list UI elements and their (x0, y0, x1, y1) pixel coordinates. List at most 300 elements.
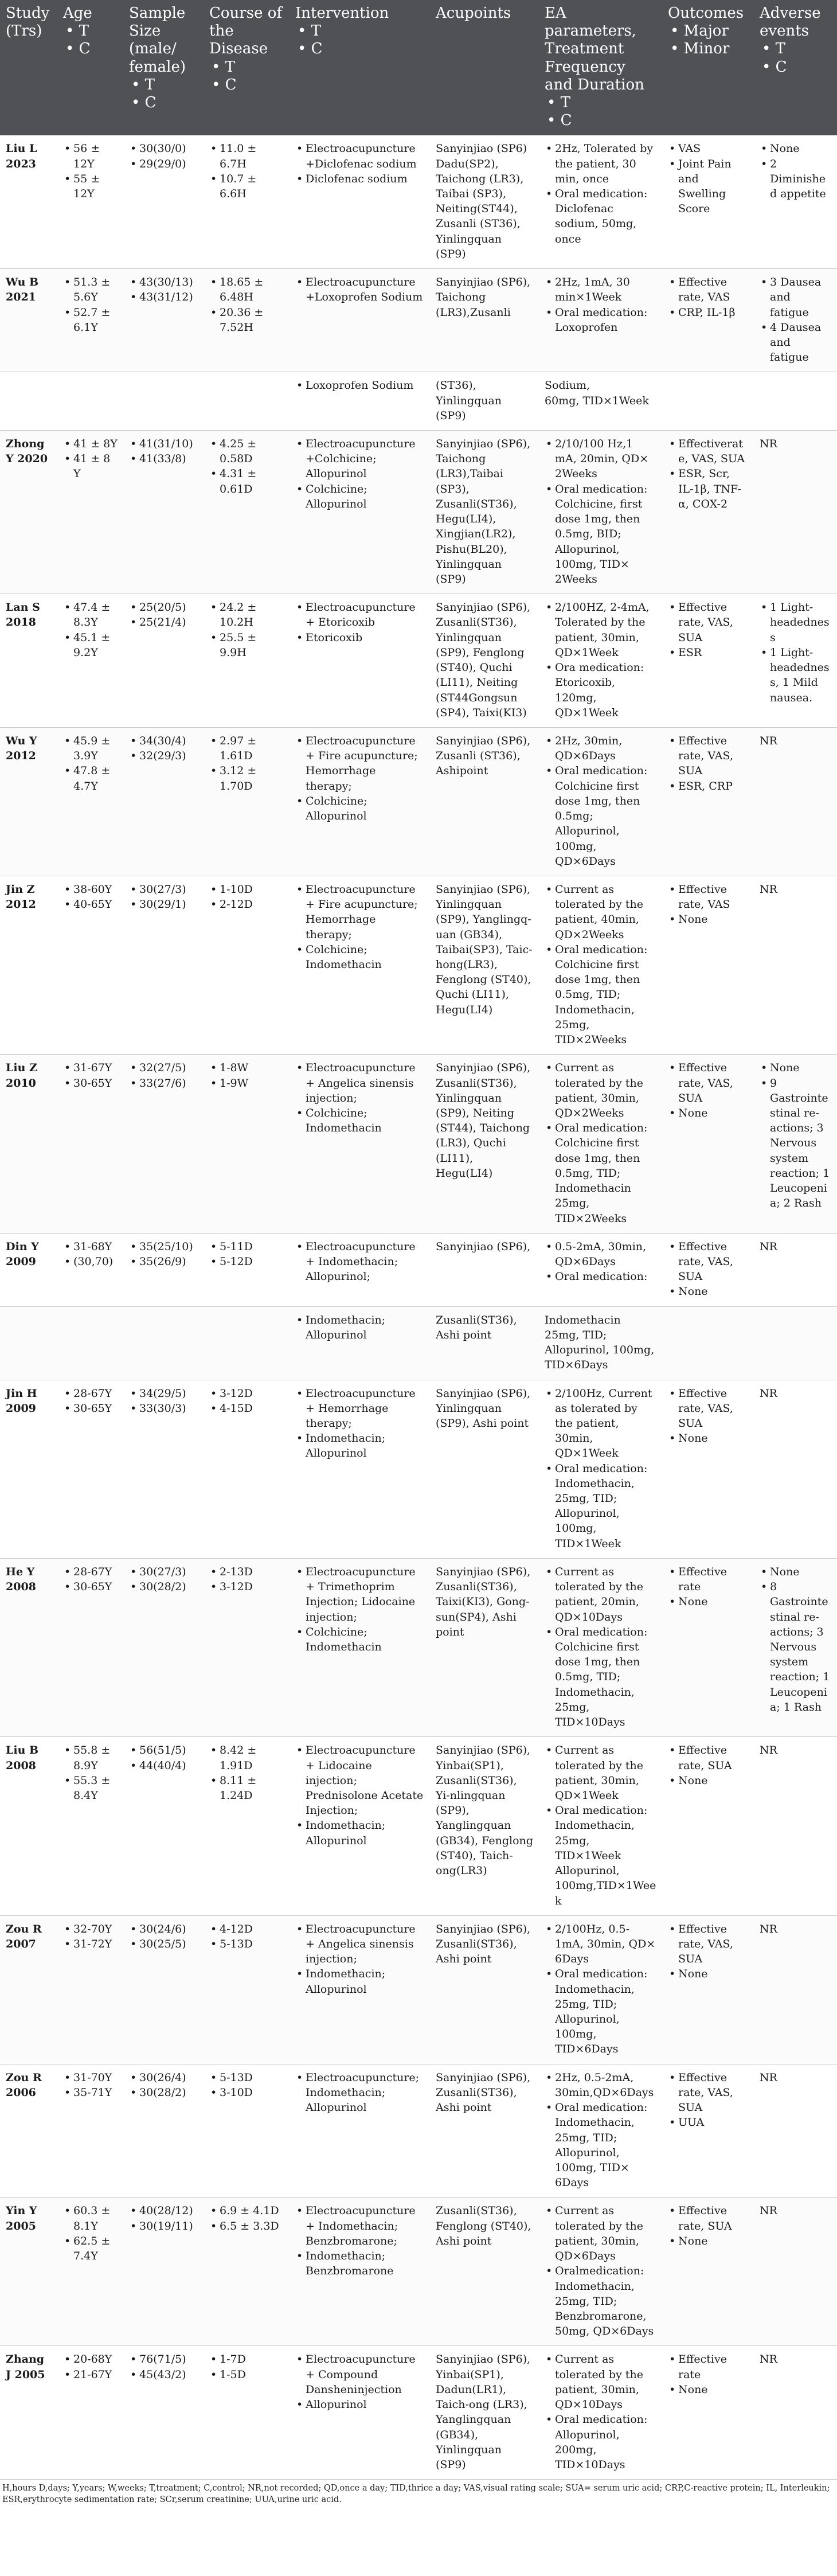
study-cell: Zhong Y 2020 (0, 431, 57, 594)
outcomes-cell-item: • VAS (668, 141, 748, 156)
sample-size-cell (123, 1558, 204, 1736)
sample-size-cell-item: • 76(71/5) (129, 2352, 198, 2367)
adverse-events-cell: NR (754, 2198, 837, 2346)
sample-size-cell-item: • 30(27/3) (129, 882, 198, 897)
course-cell-item: • 3-12D (209, 1386, 284, 1401)
course-cell (204, 2198, 290, 2346)
age-cell-item: • 41 ± 8Y (63, 436, 118, 451)
ea-parameters-cell-item: • Current as tolerated by the patient, 20min, QD×10Days (545, 1564, 656, 1625)
course-cell-item: • 4-15D (209, 1401, 284, 1416)
age-cell-item: • (30,70) (63, 1254, 118, 1269)
sample-size-cell (123, 1915, 204, 2064)
sample-size-cell-item: • 30(25/5) (129, 1937, 198, 1951)
sample-size-cell (123, 1233, 204, 1306)
adverse-events-cell (754, 594, 837, 728)
adverse-events-cell-item: • 9 Gastrointestinal re-actions; 3 Nervous system reaction; 1 Leucopenia; 2 Rash (760, 1076, 831, 1211)
study-cell: Yin Y 2005 (0, 2198, 57, 2346)
age-cell-item: • 38-60Y (63, 882, 118, 897)
course-cell-item: • 3.12 ± 1.70D (209, 763, 284, 793)
sample-size-cell-item: • 45(43/2) (129, 2367, 198, 2382)
acupoints-cell: Zusanli(ST36), Ashi point (430, 1306, 539, 1380)
age-cell-item: • 31-67Y (63, 1060, 118, 1075)
course-cell-item: • 5-11D (209, 1239, 284, 1254)
course-cell (204, 594, 290, 728)
study-cell: Zou R 2007 (0, 1915, 57, 2064)
age-cell (57, 1055, 123, 1233)
sample-size-cell-item: • 43(31/12) (129, 290, 198, 305)
adverse-events-cell: NR (754, 2064, 837, 2198)
outcomes-cell-item: • None (668, 912, 748, 927)
outcomes-cell-item: • Effective rate, VAS, SUA (668, 733, 748, 779)
course-cell-item: • 18.65 ± 6.48H (209, 275, 284, 305)
study-cell: Liu L 2023 (0, 135, 57, 268)
adverse-events-cell-item: • 1 Light-headedness (760, 600, 831, 645)
study-cell: Wu B 2021 (0, 269, 57, 372)
age-cell (57, 2346, 123, 2480)
acupoints-cell: Sanyinjiao (SP6), Zusanli(ST36), Ashi point (430, 1915, 539, 2064)
sample-size-cell-item: • 30(27/3) (129, 1564, 198, 1579)
table-row (0, 1380, 837, 1558)
course-cell (204, 431, 290, 594)
intervention-cell-item: • Colchicine; Allopurinol (295, 482, 424, 512)
ea-parameters-cell-item: • Oralmedication: Indomethacin, 25mg, TID; Benzbromarone, 50mg, QD×6Days (545, 2263, 656, 2339)
sample-size-cell (123, 1737, 204, 1915)
outcomes-cell-item: • None (668, 1594, 748, 1609)
intervention-cell-item: • Electroacupuncture + Hemorrhage therapy; (295, 1386, 424, 1431)
sample-size-cell-item: • 35(26/9) (129, 1254, 198, 1269)
sample-size-cell (123, 372, 204, 431)
age-cell-item: • 31-68Y (63, 1239, 118, 1254)
outcomes-cell-item: • None (668, 1284, 748, 1299)
ea-parameters-cell (539, 269, 662, 372)
sample-size-cell-item: • 30(28/2) (129, 1579, 198, 1594)
ea-parameters-cell-item: • Current as tolerated by the patient, 30min, QD×2Weeks (545, 1060, 656, 1121)
course-cell-item: • 3-12D (209, 1579, 284, 1594)
ea-parameters-cell (539, 1737, 662, 1915)
outcomes-cell-item: • UUA (668, 2115, 748, 2130)
adverse-events-cell-item: • 3 Dausea and fatigue (760, 275, 831, 320)
intervention-cell-item: • Loxoprofen Sodium (295, 378, 424, 393)
course-cell-item: • 10.7 ± 6.6H (209, 171, 284, 201)
intervention-cell-item: • Electroacupuncture; Indomethacin; Allopurinol (295, 2070, 424, 2116)
sample-size-cell-item: • 32(27/5) (129, 1060, 198, 1075)
outcomes-cell (662, 1558, 754, 1736)
intervention-cell-item: • Electroacupuncture + Etoricoxib (295, 600, 424, 630)
ea-parameters-cell-item: • Oral medication: Allopurinol, 200mg, TID×10Days (545, 2412, 656, 2472)
study-cell: Zhang J 2005 (0, 2346, 57, 2480)
age-cell-item: • 51.3 ± 5.6Y (63, 275, 118, 305)
acupoints-cell: Sanyinjiao (SP6), Zusanli(ST36), Yinlingquan (SP9), Fenglong (ST40), Quchi (LI11), Neiting (ST44Gongsun (SP4), Taixi(KI3) (430, 594, 539, 728)
ea-parameters-cell-item: • Oral medication: Colchicine, first dose 1mg, then 0.5mg, BID; Allopurinol, 100mg, TID× 2Weeks (545, 482, 656, 587)
age-cell-item: • 47.4 ± 8.3Y (63, 600, 118, 630)
outcomes-cell-item: • Effective rate, VAS, SUA (668, 1060, 748, 1106)
course-cell (204, 372, 290, 431)
ea-parameters-cell (539, 876, 662, 1054)
ea-parameters-cell-item: • Oral medication: (545, 1269, 656, 1284)
ea-parameters-cell-item: • Oral medication: Diclofenac sodium, 50mg, once (545, 186, 656, 247)
sample-size-cell-item: • 30(29/1) (129, 897, 198, 912)
study-cell: Jin Z 2012 (0, 876, 57, 1054)
age-cell (57, 727, 123, 876)
intervention-cell (290, 1915, 430, 2064)
sample-size-cell-item: • 25(20/5) (129, 600, 198, 615)
acupoints-cell: Sanyinjiao (SP6), Yinbai(SP1), Dadun(LR1), Taich-ong (LR3), Yanglingquan (GB34), Yinlingquan (SP9) (430, 2346, 539, 2480)
intervention-cell-item: • Electroacupuncture + Trimethoprim Injection; Lidocaine injection; (295, 1564, 424, 1625)
age-cell-item: • 60.3 ± 8.1Y (63, 2203, 118, 2233)
sample-size-cell-item: • 30(28/2) (129, 2085, 198, 2100)
age-cell-item: • 62.5 ± 7.4Y (63, 2234, 118, 2263)
ea-parameters-cell-item: • 2/10/100 Hz,1 mA, 20min, QD× 2Weeks (545, 436, 656, 482)
outcomes-cell-item: • CRP, IL-1β (668, 305, 748, 320)
ea-parameters-cell-item: • 2Hz, Tolerated by the patient, 30 min, once (545, 141, 656, 186)
course-cell-item: • 6.5 ± 3.3D (209, 2219, 284, 2234)
course-cell-item: • 5-13D (209, 1937, 284, 1951)
intervention-cell-item: • Allopurinol (295, 2397, 424, 2412)
intervention-cell (290, 876, 430, 1054)
age-cell-item: • 55.3 ± 8.4Y (63, 1773, 118, 1803)
ea-parameters-cell-item: • 2/100Hz, Current as tolerated by the patient, 30min, QD×1Week (545, 1386, 656, 1461)
age-cell-item: • 55.8 ± 8.9Y (63, 1743, 118, 1773)
header-adverse-events: Adverse events • T • C (754, 0, 837, 135)
ea-parameters-cell (539, 2346, 662, 2480)
adverse-events-cell-item: • None (760, 1060, 831, 1075)
course-cell-item: • 8.11 ± 1.24D (209, 1773, 284, 1803)
adverse-events-cell: NR (754, 1737, 837, 1915)
outcomes-cell-item: • Effectiverate, VAS, SUA (668, 436, 748, 466)
ea-parameters-cell-item: • Current as tolerated by the patient, 30min, QD×10Days (545, 2352, 656, 2412)
outcomes-cell-item: • Effective rate, VAS, SUA (668, 1386, 748, 1431)
intervention-cell (290, 269, 430, 372)
intervention-cell (290, 1380, 430, 1558)
outcomes-cell (662, 1233, 754, 1306)
sample-size-cell (123, 269, 204, 372)
intervention-cell-item: • Colchicine; Indomethacin (295, 1106, 424, 1135)
age-cell-item: • 28-67Y (63, 1564, 118, 1579)
header-outcomes: Outcomes • Major • Minor (662, 0, 754, 135)
intervention-cell-item: • Diclofenac sodium (295, 171, 424, 186)
outcomes-cell-item: • ESR, Scr, IL-1β, TNF-α, COX-2 (668, 466, 748, 512)
table-row (0, 2346, 837, 2480)
table-row (0, 1558, 837, 1736)
acupoints-cell: Sanyinjiao (SP6), Yinlingquan (SP9), Ashi point (430, 1380, 539, 1558)
adverse-events-cell (754, 372, 837, 431)
sample-size-cell-item: • 43(30/13) (129, 275, 198, 290)
study-cell: Wu Y 2012 (0, 727, 57, 876)
age-cell-item: • 30-65Y (63, 1401, 118, 1416)
table-row (0, 2064, 837, 2198)
sample-size-cell-item: • 41(33/8) (129, 451, 198, 466)
age-cell (57, 1915, 123, 2064)
adverse-events-cell: NR (754, 1233, 837, 1306)
sample-size-cell (123, 727, 204, 876)
acupoints-cell: Zusanli(ST36), Fenglong (ST40), Ashi point (430, 2198, 539, 2346)
ea-parameters-cell-item: • 2Hz, 30min, QD×6Days (545, 733, 656, 763)
sample-size-cell (123, 2346, 204, 2480)
table-row (0, 1737, 837, 1915)
age-cell-item: • 20-68Y (63, 2352, 118, 2367)
table-row (0, 1055, 837, 1233)
sample-size-cell (123, 1306, 204, 1380)
outcomes-cell-item: • Effective rate, SUA (668, 2203, 748, 2233)
sample-size-cell (123, 431, 204, 594)
age-cell-item: • 40-65Y (63, 897, 118, 912)
course-cell (204, 135, 290, 268)
outcomes-cell (662, 2064, 754, 2198)
age-cell-item: • 21-67Y (63, 2367, 118, 2382)
ea-parameters-cell-item: • Oral medication: Colchicine first dose 1mg, then 0.5mg, TID; Indomethacin, 25mg, TID×2Weeks (545, 942, 656, 1048)
ea-parameters-cell (539, 727, 662, 876)
sample-size-cell (123, 2064, 204, 2198)
intervention-cell-item: • Electroacupuncture + Fire acupuncture; Hemorrhage therapy; (295, 882, 424, 942)
adverse-events-cell-item: • 1 Light-headedness, 1 Mild nausea. (760, 645, 831, 705)
ea-parameters-cell: Sodium, 60mg, TID×1Week (539, 372, 662, 431)
study-cell: Jin H 2009 (0, 1380, 57, 1558)
adverse-events-cell: NR (754, 431, 837, 594)
age-cell (57, 1558, 123, 1736)
outcomes-cell-item: • None (668, 1773, 748, 1788)
adverse-events-cell (754, 269, 837, 372)
intervention-cell-item: • Electroacupuncture +Diclofenac sodium (295, 141, 424, 171)
table-row (0, 431, 837, 594)
sample-size-cell (123, 876, 204, 1054)
acupoints-cell: Sanyinjiao (SP6) Dadu(SP2), Taichong (LR3), Taibai (SP3), Neiting(ST44), Zusanli (ST36), Yinlingquan (SP9) (430, 135, 539, 268)
outcomes-cell (662, 2346, 754, 2480)
intervention-cell-item: • Indomethacin; Allopurinol (295, 1966, 424, 1996)
outcomes-cell (662, 372, 754, 431)
ea-parameters-cell-item: • 2Hz, 0.5-2mA, 30min,QD×6Days (545, 2070, 656, 2100)
header-acupoints: Acupoints (430, 0, 539, 135)
acupoints-cell: Sanyinjiao (SP6), Zusanli (ST36), Ashipoint (430, 727, 539, 876)
ea-parameters-cell (539, 1233, 662, 1306)
intervention-cell-item: • Indomethacin; Allopurinol (295, 1431, 424, 1461)
course-cell (204, 1055, 290, 1233)
adverse-events-cell: NR (754, 727, 837, 876)
course-cell (204, 1233, 290, 1306)
ea-parameters-cell (539, 431, 662, 594)
course-cell-item: • 5-12D (209, 1254, 284, 1269)
course-cell-item: • 11.0 ± 6.7H (209, 141, 284, 171)
acupoints-cell: Sanyinjiao (SP6), Yinbai(SP1), Zusanli(ST36), Yi-nlingquan (SP9), Yanglingquan (GB34), Fenglong (ST40), Taich-ong(LR3) (430, 1737, 539, 1915)
sample-size-cell-item: • 56(51/5) (129, 1743, 198, 1758)
age-cell-item: • 52.7 ± 6.1Y (63, 305, 118, 335)
table-row (0, 876, 837, 1054)
intervention-cell (290, 431, 430, 594)
study-cell: Zou R 2006 (0, 2064, 57, 2198)
outcomes-cell (662, 135, 754, 268)
course-cell (204, 2064, 290, 2198)
adverse-events-cell (754, 135, 837, 268)
intervention-cell-item: • Colchicine; Indomethacin (295, 942, 424, 972)
outcomes-cell (662, 269, 754, 372)
outcomes-cell (662, 876, 754, 1054)
age-cell (57, 2064, 123, 2198)
course-cell (204, 1915, 290, 2064)
table-row (0, 1233, 837, 1306)
intervention-cell-item: • Etoricoxib (295, 630, 424, 645)
outcomes-cell-item: • Effective rate (668, 2352, 748, 2382)
ea-parameters-cell (539, 1055, 662, 1233)
outcomes-cell-item: • Joint Pain and Swelling Score (668, 157, 748, 217)
age-cell-item: • 28-67Y (63, 1386, 118, 1401)
intervention-cell (290, 2346, 430, 2480)
outcomes-cell (662, 1380, 754, 1558)
outcomes-cell (662, 431, 754, 594)
sample-size-cell-item: • 30(26/4) (129, 2070, 198, 2085)
ea-parameters-cell (539, 2064, 662, 2198)
sample-size-cell-item: • 41(31/10) (129, 436, 198, 451)
acupoints-cell: Sanyinjiao (SP6), Taichong (LR3),Zusanli (430, 269, 539, 372)
course-cell (204, 2346, 290, 2480)
table-footnote: H,hours D,days; Y,years; W,weeks; T,treatment; C,control; NR,not recorded; QD,once a day; TID,thrice a day; VAS,visual rating scale; SUA= serum uric acid; CRP,C-reactive protein; IL, Interleukin; ESR,erythrocyte sedimentation rate; SCr,serum creatinine; UUA,urine uric acid. (2, 2484, 830, 2504)
course-cell-item: • 3-10D (209, 2085, 284, 2100)
ea-parameters-cell (539, 2198, 662, 2346)
adverse-events-cell: NR (754, 2346, 837, 2480)
header-age: Age • T • C (57, 0, 123, 135)
intervention-cell-item: • Indomethacin; Allopurinol (295, 1818, 424, 1848)
ea-parameters-cell (539, 1380, 662, 1558)
intervention-cell-item: • Electroacupuncture + Indomethacin; Benzbromarone; (295, 2203, 424, 2249)
age-cell-item: • 30-65Y (63, 1579, 118, 1594)
course-cell-item: • 2.97 ± 1.61D (209, 733, 284, 763)
study-cell: Liu Z 2010 (0, 1055, 57, 1233)
adverse-events-cell: NR (754, 1380, 837, 1558)
outcomes-cell (662, 2198, 754, 2346)
header-ea-parameters: EA parameters, Treatment Frequency and Duration • T • C (539, 0, 662, 135)
age-cell-item: • 31-72Y (63, 1937, 118, 1951)
sample-size-cell-item: • 30(30/0) (129, 141, 198, 156)
outcomes-cell (662, 1915, 754, 2064)
course-cell-item: • 25.5 ± 9.9H (209, 630, 284, 660)
ea-parameters-cell (539, 1558, 662, 1736)
outcomes-cell-item: • ESR (668, 645, 748, 660)
table-row (0, 1915, 837, 2064)
intervention-cell (290, 1306, 430, 1380)
age-cell-item: • 55 ± 12Y (63, 171, 118, 201)
course-cell-item: • 1-8W (209, 1060, 284, 1075)
ea-parameters-cell-item: • 0.5-2mA, 30min, QD×6Days (545, 1239, 656, 1269)
age-cell (57, 594, 123, 728)
study-cell: Liu B 2008 (0, 1737, 57, 1915)
outcomes-cell-item: • Effective rate, VAS, SUA (668, 600, 748, 645)
course-cell (204, 727, 290, 876)
intervention-cell (290, 1055, 430, 1233)
sample-size-cell-item: • 25(21/4) (129, 615, 198, 630)
age-cell-item: • 41 ± 8 Y (63, 451, 118, 481)
course-cell-item: • 8.42 ± 1.91D (209, 1743, 284, 1773)
outcomes-cell (662, 1306, 754, 1380)
acupoints-cell: Sanyinjiao (SP6), (430, 1233, 539, 1306)
sample-size-cell (123, 1380, 204, 1558)
outcomes-cell-item: • Effective rate, VAS (668, 275, 748, 305)
outcomes-cell-item: • Effective rate, VAS, SUA (668, 1239, 748, 1285)
outcomes-cell (662, 727, 754, 876)
ea-parameters-cell-item: • 2/100Hz, 0.5-1mA, 30min, QD× 6Days (545, 1922, 656, 1967)
adverse-events-cell: NR (754, 1915, 837, 2064)
adverse-events-cell (754, 1558, 837, 1736)
outcomes-cell-item: • None (668, 2234, 748, 2249)
acupoints-cell: (ST36), Yinlingquan (SP9) (430, 372, 539, 431)
sample-size-cell (123, 594, 204, 728)
course-cell-item: • 24.2 ± 10.2H (209, 600, 284, 630)
course-cell-item: • 5-13D (209, 2070, 284, 2085)
adverse-events-cell-item: • 4 Dausea and fatigue (760, 320, 831, 365)
table-row (0, 269, 837, 372)
adverse-events-cell-item: • None (760, 141, 831, 156)
course-cell-item: • 1-9W (209, 1076, 284, 1091)
outcomes-cell-item: • None (668, 1106, 748, 1121)
table-row (0, 2198, 837, 2346)
age-cell-item: • 32-70Y (63, 1922, 118, 1937)
outcomes-cell (662, 594, 754, 728)
intervention-cell (290, 1558, 430, 1736)
sample-size-cell-item: • 29(29/0) (129, 157, 198, 171)
ea-parameters-cell (539, 135, 662, 268)
intervention-cell (290, 372, 430, 431)
table-body (0, 135, 837, 2479)
study-cell (0, 372, 57, 431)
adverse-events-cell: NR (754, 876, 837, 1054)
sample-size-cell-item: • 34(30/4) (129, 733, 198, 748)
sample-size-cell-item: • 30(24/6) (129, 1922, 198, 1937)
outcomes-cell-item: • Effective rate (668, 1564, 748, 1594)
outcomes-cell-item: • ESR, CRP (668, 779, 748, 794)
course-cell-item: • 4.31 ± 0.61D (209, 466, 284, 496)
intervention-cell-item: • Indomethacin; Benzbromarone (295, 2249, 424, 2278)
outcomes-cell-item: • Effective rate, SUA (668, 1743, 748, 1773)
header-course: Course of the Disease • T • C (204, 0, 290, 135)
course-cell-item: • 4-12D (209, 1922, 284, 1937)
age-cell-item: • 31-70Y (63, 2070, 118, 2085)
ea-parameters-cell-item: • Oral medication: Indomethacin, 25mg, TID; Allopurinol, 100mg, TID×6Days (545, 1966, 656, 2056)
ea-parameters-cell-item: • Ora medication: Etoricoxib, 120mg, QD×1Week (545, 660, 656, 720)
course-cell-item: • 1-10D (209, 882, 284, 897)
ea-parameters-cell-item: • Oral medication: Loxoprofen (545, 305, 656, 335)
age-cell (57, 1737, 123, 1915)
intervention-cell (290, 1233, 430, 1306)
adverse-events-cell-item: • 8 Gastrointestinal re-actions; 3 Nervous system reaction; 1 Leucopenia; 1 Rash (760, 1579, 831, 1715)
intervention-cell (290, 135, 430, 268)
outcomes-cell (662, 1055, 754, 1233)
intervention-cell-item: • Indomethacin; Allopurinol (295, 1313, 424, 1342)
acupoints-cell: Sanyinjiao (SP6), Zusanli(ST36), Yinlingquan (SP9), Neiting (ST44), Taichong (LR3), Quchi (LI11), Hegu(LI4) (430, 1055, 539, 1233)
ea-parameters-cell-item: • Oral medication: Indomethacin, 25mg, TID; Allopurinol, 100mg, TID× 6Days (545, 2100, 656, 2190)
ea-parameters-cell: Indomethacin 25mg, TID; Allopurinol, 100mg, TID×6Days (539, 1306, 662, 1380)
intervention-cell-item: • Electroacupuncture +Colchicine; Allopurinol (295, 436, 424, 482)
acupoints-cell: Sanyinjiao (SP6), Yinlingquan (SP9), Yanglingq-uan (GB34), Taibai(SP3), Taic-hong(LR3), Fenglong (ST40), Quchi (LI11), Hegu(LI4) (430, 876, 539, 1054)
age-cell-item: • 47.8 ± 4.7Y (63, 763, 118, 793)
age-cell (57, 135, 123, 268)
acupoints-cell: Sanyinjiao (SP6), Zusanli(ST36), Taixi(KI3), Gong-sun(SP4), Ashi point (430, 1558, 539, 1736)
intervention-cell (290, 2064, 430, 2198)
ea-parameters-cell-item: • 2/100HZ, 2-4mA, Tolerated by the patient, 30min, QD×1Week (545, 600, 656, 660)
table-row (0, 594, 837, 728)
intervention-cell-item: • Electroacupuncture + Angelica sinensis injection; (295, 1060, 424, 1106)
course-cell (204, 876, 290, 1054)
age-cell (57, 1380, 123, 1558)
sample-size-cell-item: • 40(28/12) (129, 2203, 198, 2218)
table-row (0, 372, 837, 431)
course-cell (204, 1306, 290, 1380)
sample-size-cell-item: • 32(29/3) (129, 748, 198, 763)
table-row (0, 1306, 837, 1380)
intervention-cell-item: • Colchicine; Allopurinol (295, 794, 424, 823)
ea-parameters-cell-item: • Oral medication: Indomethacin, 25mg, TID; Allopurinol, 100mg, TID×1Week (545, 1461, 656, 1551)
age-cell (57, 2198, 123, 2346)
ea-parameters-cell-item: • Current as tolerated by the patient, 30min, QD×6Days (545, 2203, 656, 2263)
acupoints-cell: Sanyinjiao (SP6), Zusanli(ST36), Ashi point (430, 2064, 539, 2198)
sample-size-cell-item: • 34(29/5) (129, 1386, 198, 1401)
outcomes-cell-item: • Effective rate, VAS, SUA (668, 1922, 748, 1967)
